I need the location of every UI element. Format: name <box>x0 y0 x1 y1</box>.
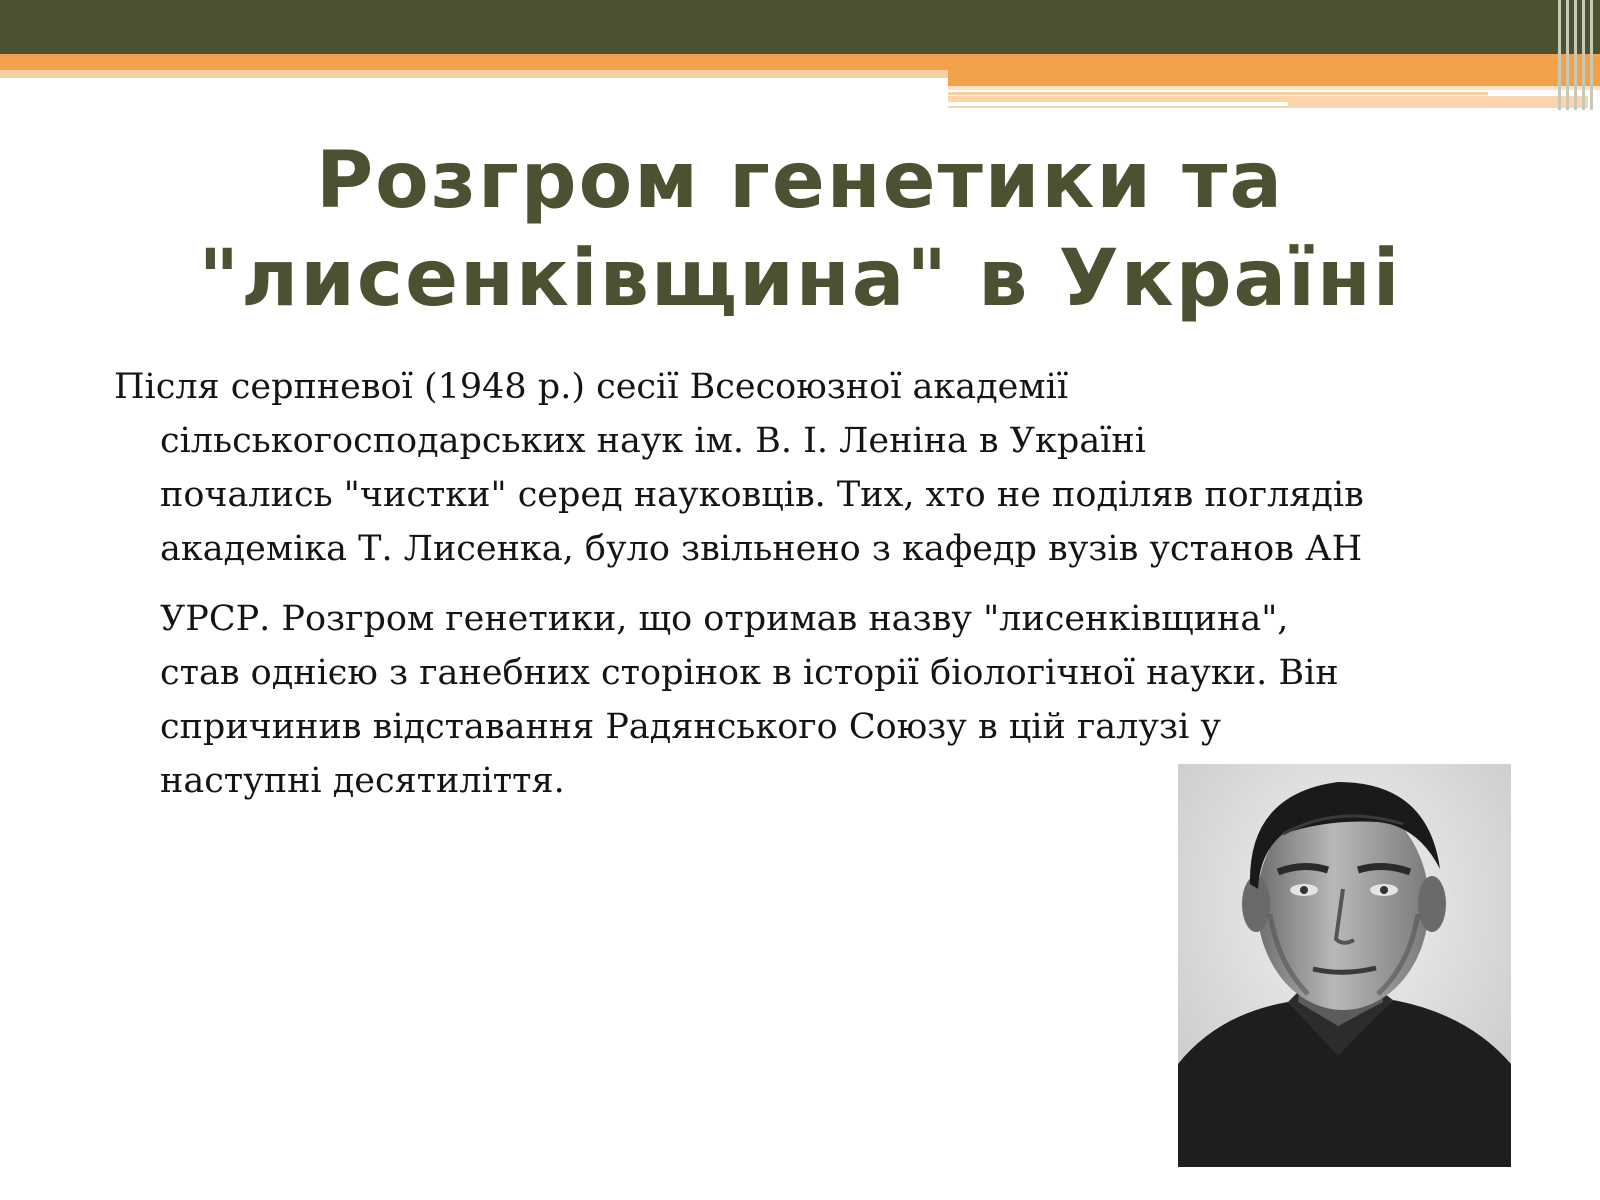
body-paragraph <box>114 360 1514 808</box>
top-peach-bar <box>0 70 950 78</box>
top-orange-bar <box>0 54 1600 70</box>
portrait-photo <box>1178 764 1511 1167</box>
body-line: став однією з ганебних сторінок в історії біологічної науки. Він <box>160 653 1339 693</box>
body-line: Після серпневої (1948 р.) сесії Всесоюзної академії <box>114 367 1069 407</box>
top-dark-bar <box>0 0 1600 54</box>
top-thin-line-right <box>948 92 1488 95</box>
top-peach-bar-right <box>948 86 1600 90</box>
body-line: академіка Т. Лисенка, було звільнено з кафедр вузів установ АН <box>160 529 1363 569</box>
body-line: почались "чистки" серед науковців. Тих, хто не поділяв поглядів <box>160 475 1364 515</box>
body-line: наступні десятиліття. <box>160 761 565 801</box>
right-edge-stripes <box>1554 0 1600 110</box>
body-line: сільськогосподарських наук ім. В. І. Леніна в Україні <box>160 421 1146 461</box>
top-orange-bar-right <box>948 70 1600 86</box>
title-line-2: "лисенківщина" в Україні <box>198 234 1402 324</box>
portrait-image <box>1178 764 1511 1167</box>
title-line-1: Розгром генетики та <box>315 136 1285 226</box>
top-thin-white-line-right <box>948 102 1288 106</box>
body-line: спричинив відставання Радянського Союзу в цій галузі у <box>160 707 1221 747</box>
slide-title <box>60 132 1540 328</box>
body-line: УРСР. Розгром генетики, що отримав назву "лисенківщина", <box>160 599 1289 639</box>
